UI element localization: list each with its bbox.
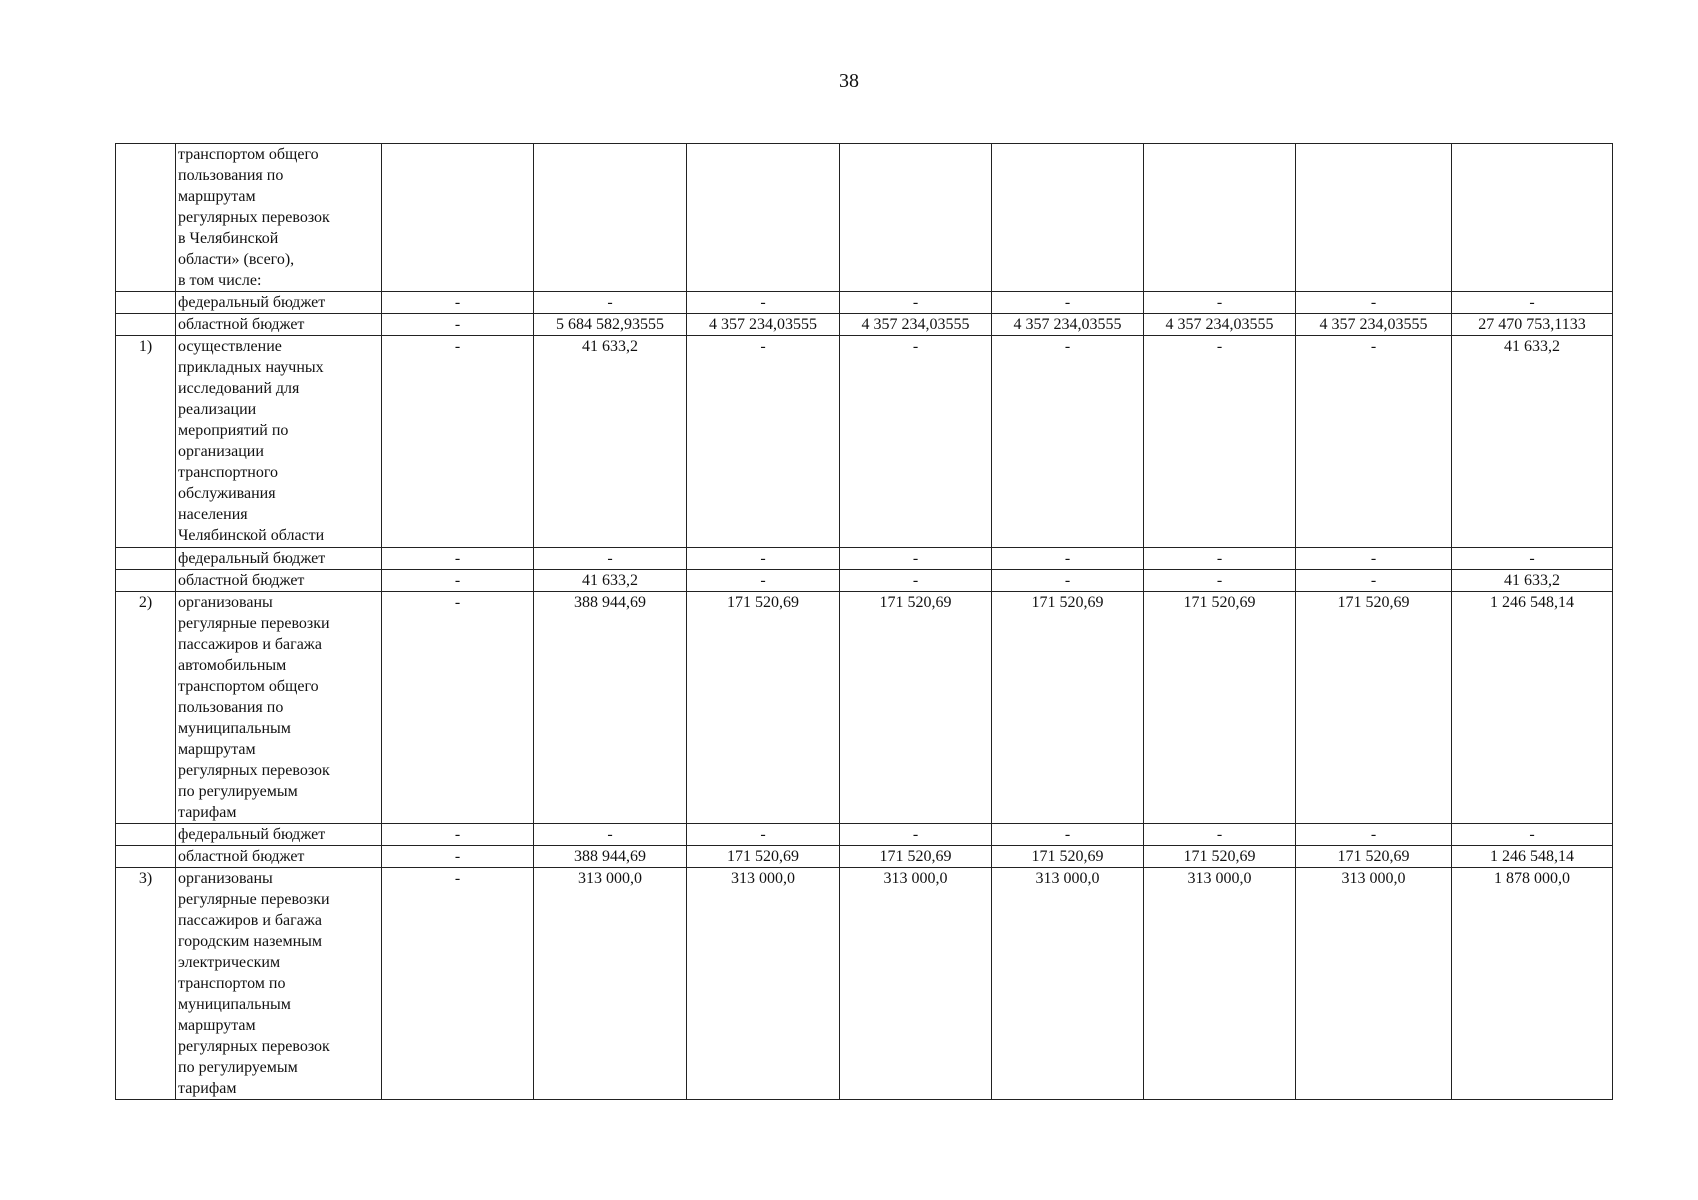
row-name-cell <box>176 846 382 868</box>
value-cell: 171 520,69 <box>1296 592 1452 824</box>
value-cell: - <box>382 336 534 548</box>
row-name: транспортом общего пользования по маршрутам регулярных перевозок в Челябинской области» (всего), в том числе: <box>178 146 330 289</box>
row-name: федеральный бюджет <box>178 294 326 311</box>
row-name-cell <box>176 592 382 824</box>
value-cell: 1 246 548,14 <box>1452 846 1613 868</box>
value-cell: - <box>534 548 687 570</box>
row-name: осуществление прикладных научных исследований для реализации мероприятий по организации транспортного обслуживания населения Челябинской области <box>178 338 325 544</box>
value-cell: 41 633,2 <box>534 570 687 592</box>
value-cell: - <box>382 868 534 1100</box>
value-cell: - <box>1452 548 1613 570</box>
value-cell: 313 000,0 <box>687 868 840 1100</box>
value-cell: 4 357 234,03555 <box>1296 314 1452 336</box>
value-cell <box>1144 144 1296 292</box>
value-cell: - <box>382 824 534 846</box>
row-name: федеральный бюджет <box>178 826 326 843</box>
value-cell: 171 520,69 <box>992 592 1144 824</box>
value-cell: - <box>992 336 1144 548</box>
regional-budget-row <box>116 846 1613 868</box>
regional-budget-row <box>116 570 1613 592</box>
value-cell: - <box>1296 824 1452 846</box>
value-cell: 313 000,0 <box>840 868 992 1100</box>
value-cell: 313 000,0 <box>992 868 1144 1100</box>
value-cell: - <box>992 292 1144 314</box>
value-cell: - <box>1296 292 1452 314</box>
federal-budget-row <box>116 548 1613 570</box>
value-cell: - <box>534 292 687 314</box>
value-cell: 388 944,69 <box>534 592 687 824</box>
value-cell: 4 357 234,03555 <box>1144 314 1296 336</box>
value-cell: - <box>382 314 534 336</box>
value-cell: 5 684 582,93555 <box>534 314 687 336</box>
row-name-cell <box>176 548 382 570</box>
value-cell: - <box>992 570 1144 592</box>
value-cell: - <box>840 570 992 592</box>
row-number <box>116 846 176 868</box>
value-cell: - <box>992 824 1144 846</box>
budget-table <box>115 143 1613 1100</box>
row-name-cell <box>176 570 382 592</box>
value-cell <box>1452 144 1613 292</box>
row-name: федеральный бюджет <box>178 550 326 567</box>
value-cell: - <box>687 336 840 548</box>
value-cell <box>840 144 992 292</box>
row-name-cell <box>176 868 382 1100</box>
value-cell: 171 520,69 <box>1296 846 1452 868</box>
value-cell: 171 520,69 <box>687 592 840 824</box>
value-cell <box>1296 144 1452 292</box>
page-number: 38 <box>839 70 859 92</box>
value-cell: - <box>1144 292 1296 314</box>
budget-table-body <box>116 144 1613 1100</box>
value-cell: 313 000,0 <box>1144 868 1296 1100</box>
value-cell: 27 470 753,1133 <box>1452 314 1613 336</box>
row-name-cell <box>176 314 382 336</box>
item-row <box>116 144 1613 292</box>
row-name: областной бюджет <box>178 316 305 333</box>
row-name: организованы регулярные перевозки пассажиров и багажа городским наземным электрическим транспортом по муниципальным маршрутам регулярных перевозок по регулируемым тарифам <box>178 870 330 1097</box>
value-cell: - <box>840 292 992 314</box>
row-number: 2) <box>116 592 176 824</box>
row-name-cell <box>176 144 382 292</box>
value-cell: - <box>992 548 1144 570</box>
value-cell: 171 520,69 <box>687 846 840 868</box>
value-cell: - <box>382 548 534 570</box>
row-name: организованы регулярные перевозки пассажиров и багажа автомобильным транспортом общего пользования по муниципальным маршрутам регулярных перевозок по регулируемым тарифам <box>178 594 330 821</box>
row-number <box>116 314 176 336</box>
value-cell: 41 633,2 <box>534 336 687 548</box>
value-cell: - <box>1144 570 1296 592</box>
value-cell: - <box>687 548 840 570</box>
value-cell: - <box>1296 336 1452 548</box>
value-cell: - <box>1144 824 1296 846</box>
row-name-cell <box>176 824 382 846</box>
value-cell: 1 246 548,14 <box>1452 592 1613 824</box>
item-row <box>116 592 1613 824</box>
row-name-cell <box>176 292 382 314</box>
value-cell <box>382 144 534 292</box>
value-cell: - <box>382 592 534 824</box>
value-cell: - <box>687 824 840 846</box>
item-row <box>116 868 1613 1100</box>
value-cell: 41 633,2 <box>1452 570 1613 592</box>
value-cell: - <box>687 570 840 592</box>
row-name: областной бюджет <box>178 572 305 589</box>
value-cell: 1 878 000,0 <box>1452 868 1613 1100</box>
item-row <box>116 336 1613 548</box>
value-cell: 171 520,69 <box>992 846 1144 868</box>
federal-budget-row <box>116 292 1613 314</box>
row-number <box>116 292 176 314</box>
value-cell: - <box>382 846 534 868</box>
value-cell: - <box>687 292 840 314</box>
regional-budget-row <box>116 314 1613 336</box>
value-cell: - <box>1296 570 1452 592</box>
value-cell: 171 520,69 <box>840 592 992 824</box>
value-cell: - <box>840 548 992 570</box>
value-cell <box>687 144 840 292</box>
value-cell: 313 000,0 <box>1296 868 1452 1100</box>
row-number: 3) <box>116 868 176 1100</box>
value-cell <box>992 144 1144 292</box>
value-cell: - <box>534 824 687 846</box>
value-cell: 313 000,0 <box>534 868 687 1100</box>
row-number <box>116 548 176 570</box>
value-cell: 41 633,2 <box>1452 336 1613 548</box>
value-cell: 171 520,69 <box>1144 592 1296 824</box>
value-cell: - <box>840 824 992 846</box>
value-cell: 171 520,69 <box>1144 846 1296 868</box>
row-name: областной бюджет <box>178 848 305 865</box>
value-cell <box>534 144 687 292</box>
value-cell: 4 357 234,03555 <box>992 314 1144 336</box>
row-number <box>116 144 176 292</box>
value-cell: - <box>1452 824 1613 846</box>
row-number: 1) <box>116 336 176 548</box>
value-cell: - <box>1144 336 1296 548</box>
value-cell: - <box>840 336 992 548</box>
row-name-cell <box>176 336 382 548</box>
value-cell: - <box>382 570 534 592</box>
row-number <box>116 824 176 846</box>
value-cell: 171 520,69 <box>840 846 992 868</box>
value-cell: 4 357 234,03555 <box>687 314 840 336</box>
value-cell: 388 944,69 <box>534 846 687 868</box>
value-cell: - <box>382 292 534 314</box>
value-cell: 4 357 234,03555 <box>840 314 992 336</box>
value-cell: - <box>1452 292 1613 314</box>
federal-budget-row <box>116 824 1613 846</box>
row-number <box>116 570 176 592</box>
value-cell: - <box>1296 548 1452 570</box>
value-cell: - <box>1144 548 1296 570</box>
